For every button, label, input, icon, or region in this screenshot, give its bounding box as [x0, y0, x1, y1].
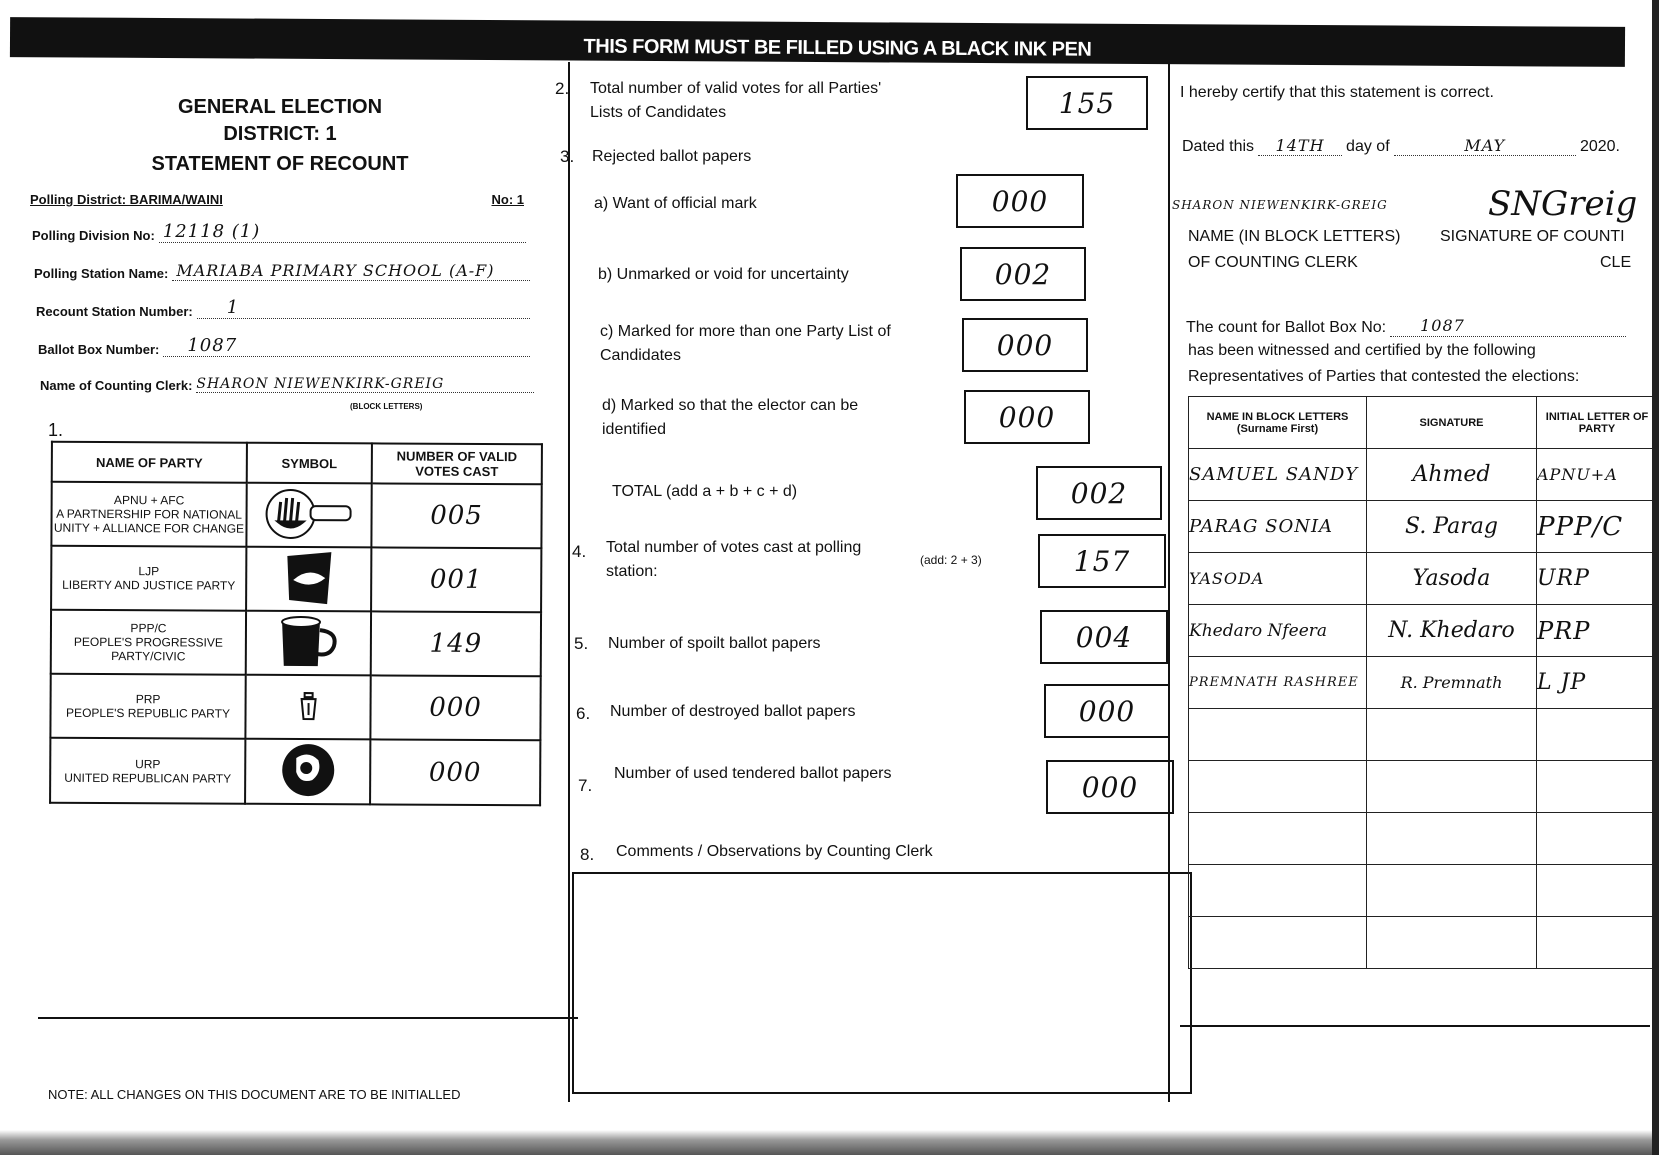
dated-prefix: Dated this [1182, 138, 1255, 155]
table-row [1189, 917, 1658, 969]
table-row [50, 674, 540, 741]
party-name-pppc: PPP/C PEOPLE'S PROGRESSIVE PARTY/CIVIC [51, 610, 246, 675]
divider-left-middle [568, 62, 570, 1102]
polling-division-label: Polling Division No: [32, 228, 155, 243]
count-label: The count for Ballot Box No: [1186, 319, 1387, 336]
s3a-value-box: 000 [956, 174, 1084, 228]
party-name-ljp: LJP LIBERTY AND JUSTICE PARTY [51, 546, 246, 611]
divider-bottom-left [38, 1017, 578, 1019]
rep-party: PPP/C [1537, 501, 1658, 553]
s3b-value-box: 002 [960, 247, 1086, 301]
ballot-box-value: 1087 [187, 335, 238, 356]
station-name-label: Polling Station Name: [34, 266, 169, 281]
empty-cell [1367, 865, 1537, 917]
title-district: DISTRICT: 1 [223, 123, 337, 145]
lantern-symbol-icon [245, 675, 370, 740]
s3a-label: a) Want of official mark [594, 195, 757, 212]
title-general-election: GENERAL ELECTION [177, 96, 383, 118]
votes-ljp: 001 [371, 547, 541, 612]
s2-value-box: 155 [1026, 76, 1148, 130]
rep-party: PRP [1537, 605, 1658, 657]
dated-mid: day of [1346, 138, 1390, 155]
clerk-value: SHARON NIEWENKIRK-GREIG [196, 376, 445, 392]
s7-label: Number of used tendered ballot papers [614, 765, 892, 782]
clerk-row [40, 378, 534, 393]
rep-signature: R. Premnath [1367, 657, 1537, 709]
header-votes: NUMBER OF VALID VOTES CAST [372, 443, 542, 484]
empty-cell [1367, 709, 1537, 761]
rep-name: Khedaro Nfeera [1189, 605, 1367, 657]
empty-cell [1367, 813, 1537, 865]
s5-number: 5. [574, 634, 589, 653]
rep-signature: Yasoda [1367, 553, 1537, 605]
banner-text: THIS FORM MUST BE FILLED USING A BLACK INK PEN [583, 35, 1092, 61]
rep-signature: N. Khedaro [1367, 605, 1537, 657]
reps-header [1189, 397, 1658, 449]
party-name-apnu: APNU + AFC A PARTNERSHIP FOR NATIONAL UNITY + ALLIANCE FOR CHANGE [51, 482, 246, 547]
name-label-2: OF COUNTING CLERK [1188, 254, 1358, 271]
s7-value-box: 000 [1046, 760, 1174, 814]
party-name-prp: PRP PEOPLE'S REPUBLIC PARTY [50, 674, 245, 739]
table-row [1189, 501, 1658, 553]
s3c-value-box: 000 [962, 318, 1088, 372]
globe-symbol-icon [245, 739, 370, 805]
empty-cell [1537, 761, 1658, 813]
section1-number: 1. [48, 420, 64, 440]
table-row [50, 738, 540, 806]
handshake-symbol-icon [246, 547, 371, 612]
certify-text: I hereby certify that this statement is correct. [1180, 84, 1494, 101]
table-row [1189, 605, 1658, 657]
table-row [51, 610, 541, 677]
rep-party: APNU+A [1537, 449, 1658, 501]
table-row [1189, 449, 1658, 501]
party-table [49, 441, 543, 807]
recount-value: 1 [226, 297, 240, 318]
witness-line-1: has been witnessed and certified by the following [1188, 342, 1536, 359]
s3d-value-box: 000 [964, 390, 1090, 444]
rep-header-party: INITIAL LETTER OF PARTY [1537, 397, 1658, 449]
s3-label: Rejected ballot papers [592, 148, 752, 165]
recount-row [36, 297, 530, 319]
empty-cell [1189, 865, 1367, 917]
polling-district-row [30, 192, 524, 207]
header-party-name: NAME OF PARTY [52, 442, 247, 483]
empty-cell [1537, 865, 1658, 917]
s4-number: 4. [572, 542, 587, 561]
empty-cell [1367, 761, 1537, 813]
s2-label: Total number of valid votes for all Parties' Lists of Candidates [590, 80, 882, 121]
title-statement: STATEMENT OF RECOUNT [151, 153, 409, 175]
empty-cell [1537, 917, 1658, 969]
rep-signature: Ahmed [1367, 449, 1537, 501]
representatives-table [1188, 396, 1658, 969]
polling-division-value: 12118 (1) [162, 221, 261, 242]
rep-name: SAMUEL SANDY [1189, 449, 1367, 501]
votes-prp: 000 [370, 675, 540, 740]
table-row [51, 546, 541, 613]
votes-pppc: 149 [371, 611, 541, 676]
clerk-label: Name of Counting Clerk: [40, 378, 193, 393]
rep-name: YASODA [1189, 553, 1367, 605]
rep-name: PREMNATH RASHREE [1189, 657, 1367, 709]
s2-number: 2. [555, 79, 570, 98]
empty-cell [1537, 709, 1658, 761]
dated-row [1182, 136, 1620, 156]
party-name-urp: URP UNITED REPUBLICAN PARTY [50, 738, 245, 804]
votes-urp: 000 [370, 739, 540, 805]
s3-number: 3. [560, 147, 575, 166]
votes-apnu: 005 [371, 483, 541, 548]
clerk-print-name: SHARON NIEWENKIRK-GREIG [1172, 198, 1388, 212]
cup-symbol-icon [246, 611, 371, 676]
empty-cell [1537, 813, 1658, 865]
empty-cell [1189, 917, 1367, 969]
s3c-label: c) Marked for more than one Party List of Candidates [600, 323, 891, 364]
polling-district-label: Polling District: BARIMA/WAINI [30, 192, 223, 207]
recount-label: Recount Station Number: [36, 304, 193, 319]
table-row [1189, 709, 1658, 761]
total-value-box: 002 [1036, 466, 1162, 520]
polling-district-no: No: 1 [491, 192, 524, 207]
rep-name: PARAG SONIA [1189, 501, 1367, 553]
note-initialled: NOTE: ALL CHANGES ON THIS DOCUMENT ARE TO BE INITIALLED [48, 1087, 461, 1102]
s4-value-box: 157 [1038, 534, 1166, 588]
table-row [1189, 553, 1658, 605]
table-row [1189, 657, 1658, 709]
s4-note: (add: 2 + 3) [920, 553, 982, 567]
s3b-label: b) Unmarked or void for uncertainty [598, 266, 849, 283]
sig-label-1: SIGNATURE OF COUNTI [1440, 228, 1625, 245]
s8-number: 8. [580, 845, 595, 864]
total-label: TOTAL (add a + b + c + d) [612, 483, 798, 500]
s8-label: Comments / Observations by Counting Clerk [616, 843, 933, 860]
header-symbol: SYMBOL [247, 443, 372, 484]
count-row [1186, 316, 1626, 337]
s5-label: Number of spoilt ballot papers [608, 635, 821, 652]
s6-number: 6. [576, 704, 591, 723]
rep-header-signature: SIGNATURE [1367, 397, 1537, 449]
rep-party: L JP [1537, 657, 1658, 709]
name-label-1: NAME (IN BLOCK LETTERS) [1188, 228, 1401, 245]
station-name-value: MARIABA PRIMARY SCHOOL (A-F) [176, 261, 495, 280]
bottom-edge [0, 1130, 1659, 1155]
empty-cell [1189, 709, 1367, 761]
divider-bottom-right [1180, 1025, 1650, 1027]
table-row [1189, 813, 1658, 865]
ballot-box-label: Ballot Box Number: [38, 342, 160, 357]
empty-cell [1367, 917, 1537, 969]
table-row [51, 482, 541, 549]
ballot-box-row [38, 335, 530, 357]
s6-label: Number of destroyed ballot papers [610, 703, 856, 720]
rep-party: URP [1537, 553, 1658, 605]
s6-value-box: 000 [1044, 684, 1170, 738]
party-table-header [52, 442, 542, 485]
s7-number: 7. [578, 776, 593, 795]
block-letters-note: (BLOCK LETTERS) [350, 402, 423, 411]
banner [10, 17, 1625, 67]
count-value: 1087 [1420, 316, 1465, 335]
clerk-signature: SNGreig [1488, 184, 1638, 224]
hand-symbol-icon [246, 483, 371, 548]
s3d-label: d) Marked so that the elector can be identified [602, 397, 859, 438]
table-row [1189, 865, 1658, 917]
polling-division-row [32, 221, 526, 243]
comments-box [572, 872, 1192, 1094]
empty-cell [1189, 761, 1367, 813]
station-name-row [34, 261, 530, 281]
dated-year: 2020. [1579, 138, 1620, 155]
sig-label-2: CLE [1600, 254, 1632, 271]
empty-cell [1189, 813, 1367, 865]
dated-day: 14TH [1258, 136, 1342, 156]
s4-label: Total number of votes cast at polling station: [606, 539, 862, 580]
count-value-line [1390, 316, 1626, 337]
table-row [1189, 761, 1658, 813]
witness-line-2: Representatives of Parties that contested the elections: [1188, 368, 1580, 385]
s5-value-box: 004 [1040, 610, 1168, 664]
rep-header-name: NAME IN BLOCK LETTERS (Surname First) [1189, 397, 1367, 449]
rep-signature: S. Parag [1367, 501, 1537, 553]
dated-month: MAY [1394, 136, 1576, 156]
